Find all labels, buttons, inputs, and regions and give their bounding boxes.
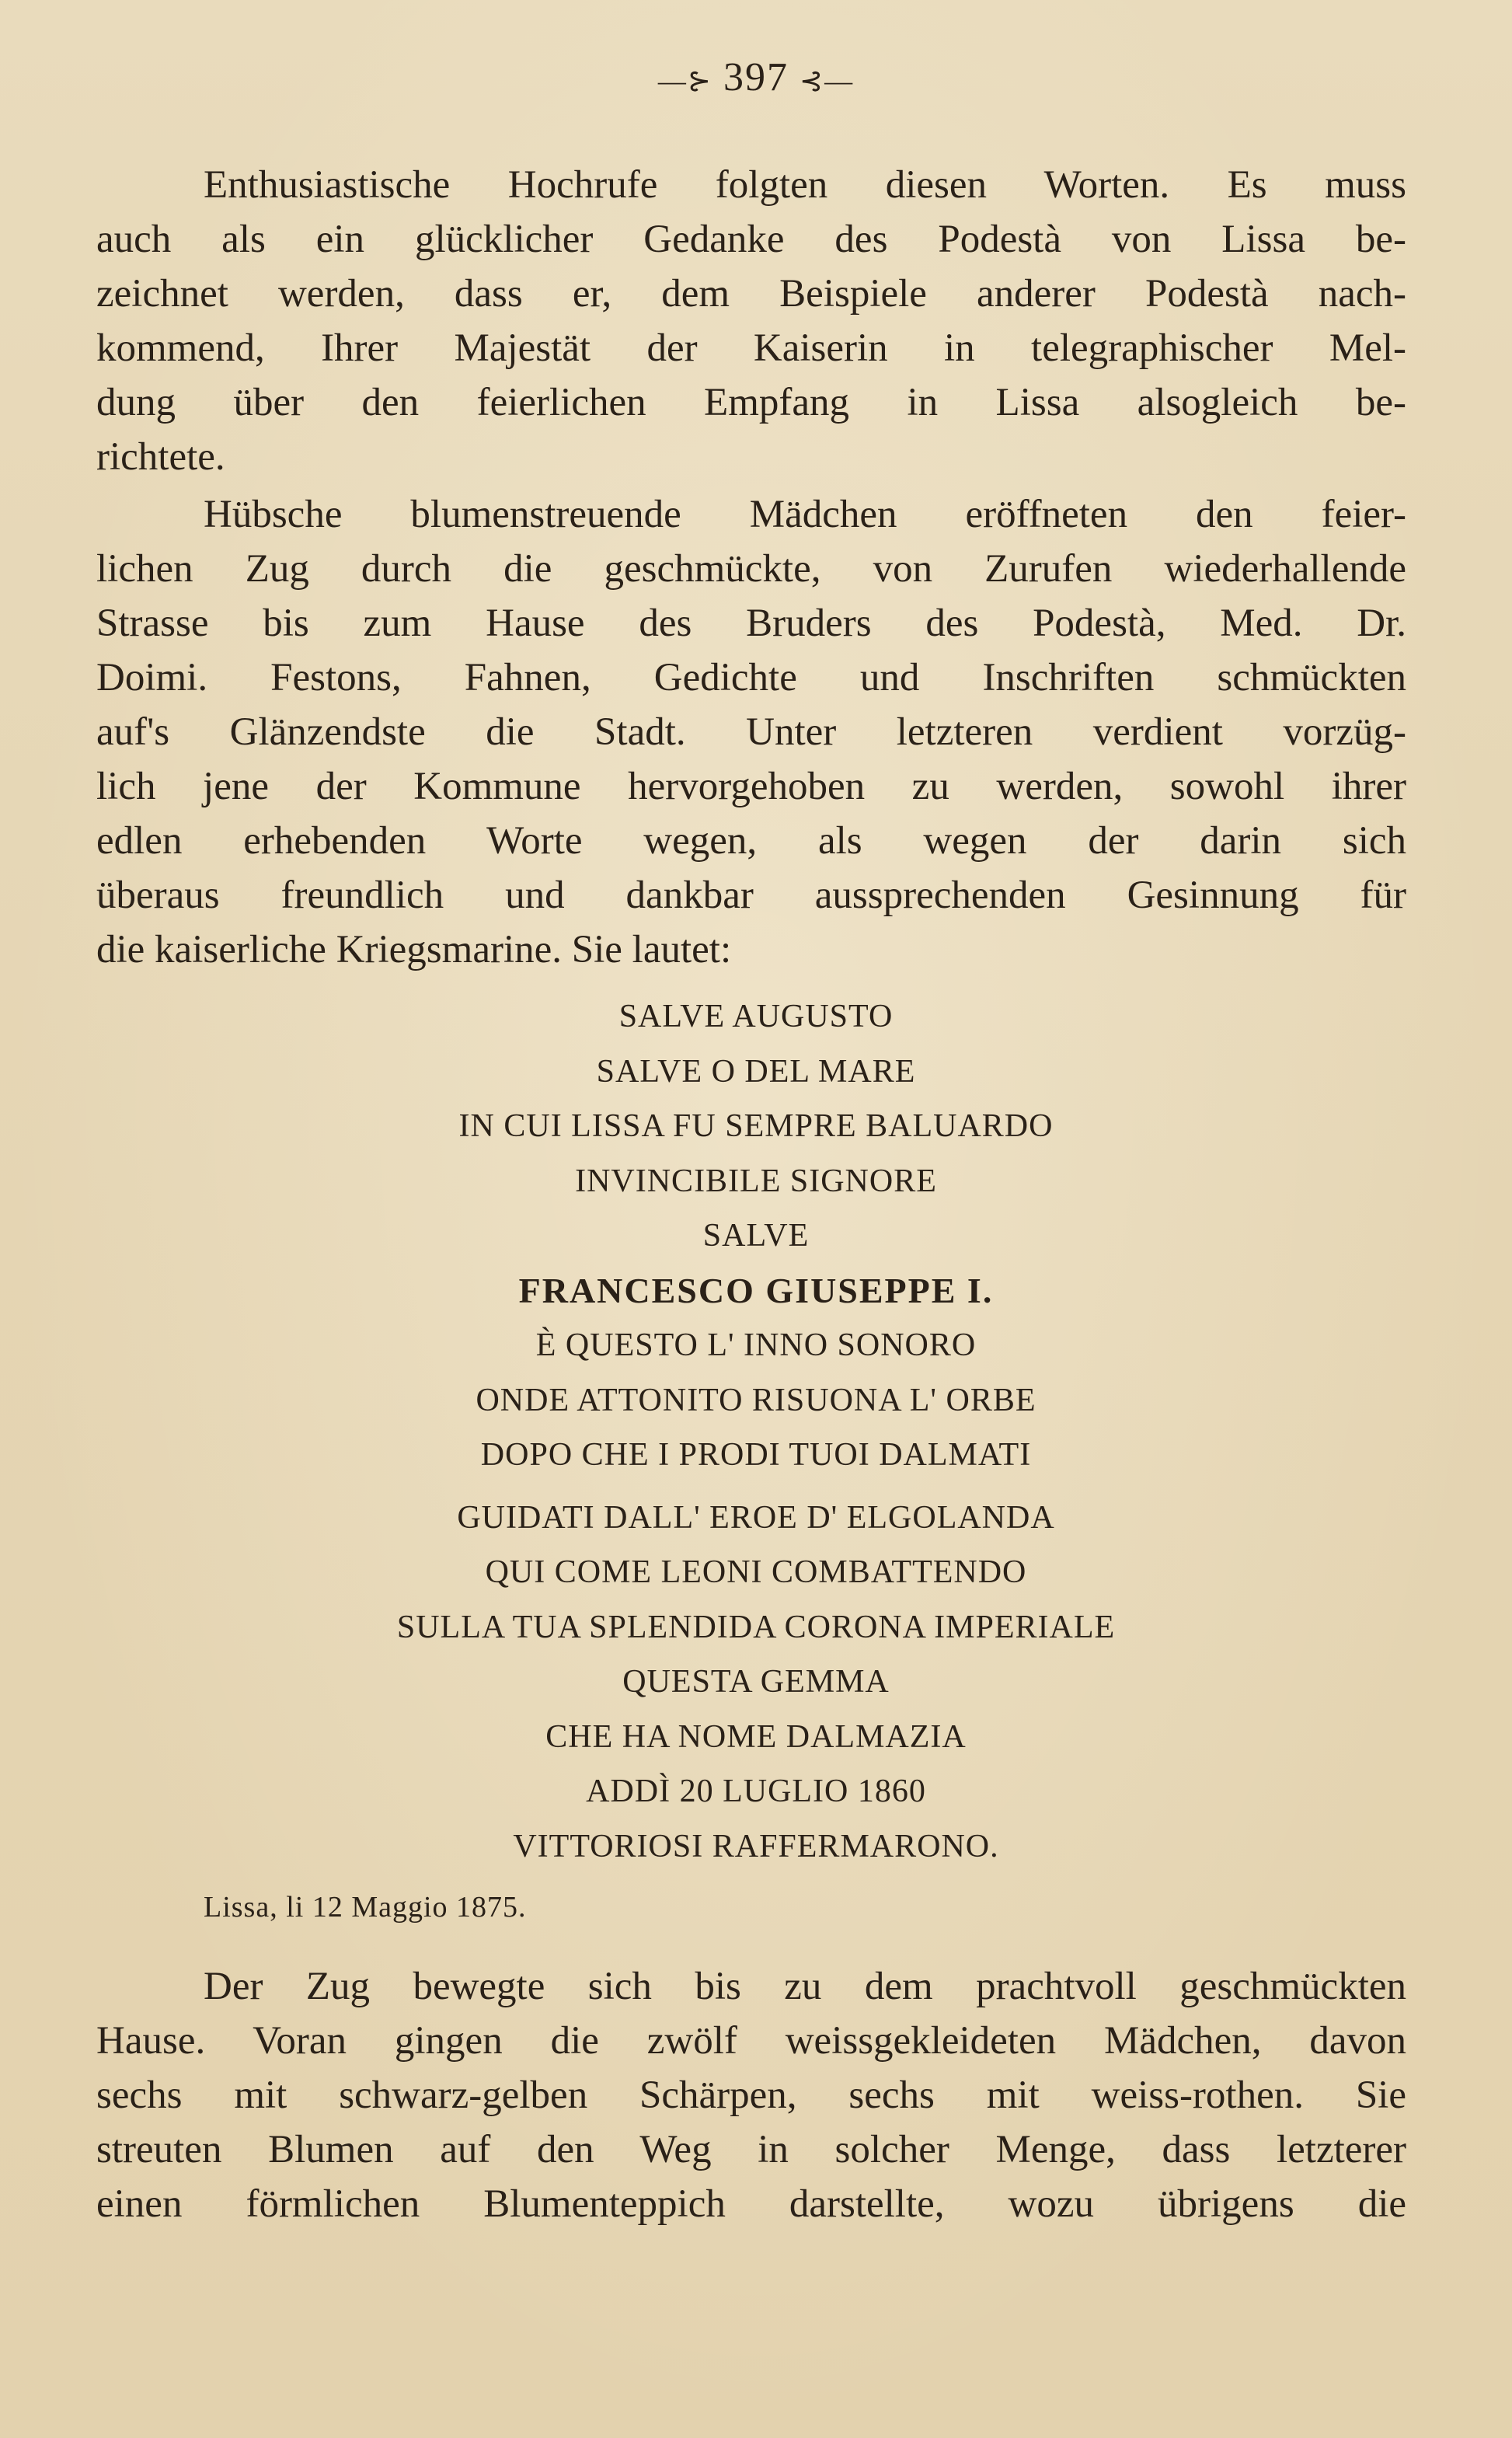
text-line: lich jene der Kommune hervorgehoben zu werden, sowohl ihrer xyxy=(96,765,1406,808)
text-line: lichen Zug durch die geschmückte, von Zurufen wiederhallende xyxy=(96,547,1406,591)
inscription-line: SULLA TUA SPLENDIDA CORONA IMPERIALE xyxy=(396,1609,1116,1645)
inscription-line: INVINCIBILE SIGNORE xyxy=(575,1163,937,1199)
text-line: richtete. xyxy=(96,435,225,479)
inscription-line: SALVE O DEL MARE xyxy=(596,1053,916,1090)
text-line: dung über den feierlichen Empfang in Lissa alsogleich be- xyxy=(96,381,1406,424)
page-number: 397 xyxy=(723,55,789,99)
paragraph-3 xyxy=(96,1959,1406,2231)
text-line: auf's Glänzendste die Stadt. Unter letzteren verdient vorzüg- xyxy=(96,710,1406,754)
ornament-right-icon: ⊰— xyxy=(800,65,855,97)
text-line: auch als ein glücklicher Gedanke des Podestà von Lissa be- xyxy=(96,218,1406,261)
text-line: einen förmlichen Blumenteppich darstellte, wozu übrigens die xyxy=(96,2182,1406,2226)
text-line: streuten Blumen auf den Weg in solcher Menge, dass letzterer xyxy=(96,2128,1406,2171)
text-line: edlen erhebenden Worte wegen, als wegen der darin sich xyxy=(96,819,1406,863)
inscription-line: SALVE AUGUSTO xyxy=(618,999,894,1034)
text-line: Strasse bis zum Hause des Bruders des Podestà, Med. Dr. xyxy=(96,602,1406,645)
inscription-line: GUIDATI DALL' EROE D' ELGOLANDA xyxy=(457,1499,1055,1536)
paragraph-2 xyxy=(96,487,1406,977)
text-line: Der Zug bewegte sich bis zu dem prachtvoll geschmückten xyxy=(204,1965,1406,2008)
text-line: kommend, Ihrer Majestät der Kaiserin in telegraphischer Mel- xyxy=(96,326,1406,370)
text-line: Hause. Voran gingen die zwölf weissgekleideten Mädchen, davon xyxy=(96,2019,1406,2063)
text-line: Doimi. Festons, Fahnen, Gedichte und Inschriften schmückten xyxy=(96,656,1406,699)
inscription-line: QUESTA GEMMA xyxy=(622,1664,890,1700)
text-line: sechs mit schwarz-gelben Schärpen, sechs mit weiss-rothen. Sie xyxy=(96,2074,1406,2117)
text-line: die kaiserliche Kriegsmarine. Sie lautet: xyxy=(96,928,732,971)
paragraph-1 xyxy=(96,158,1406,484)
inscription-line: È QUESTO L' INNO SONORO xyxy=(535,1327,977,1363)
text-line: Enthusiastische Hochrufe folgten diesen Worten. Es muss xyxy=(204,163,1406,207)
inscription-line: DOPO CHE I PRODI TUOI DALMATI xyxy=(480,1437,1032,1473)
inscription-signature: Lissa, li 12 Maggio 1875. xyxy=(204,1891,527,1924)
text-line: Hübsche blumenstreuende Mädchen eröffneten den feier- xyxy=(204,493,1406,536)
inscription-line: ADDÌ 20 LUGLIO 1860 xyxy=(586,1774,926,1809)
inscription-emperor-name: FRANCESCO GIUSEPPE I. xyxy=(518,1270,994,1310)
inscription xyxy=(0,989,1512,1874)
text-line: zeichnet werden, dass er, dem Beispiele anderer Podestà nach- xyxy=(96,272,1406,316)
inscription-line: QUI COME LEONI COMBATTENDO xyxy=(485,1554,1027,1590)
inscription-line: ONDE ATTONITO RISUONA L' ORBE xyxy=(476,1382,1036,1418)
inscription-line: CHE HA NOME DALMAZIA xyxy=(545,1718,967,1755)
text-line: überaus freundlich und dankbar aussprechenden Gesinnung für xyxy=(96,874,1406,917)
ornament-left-icon: —⊱ xyxy=(657,65,712,97)
inscription-line: IN CUI LISSA FU SEMPRE BALUARDO xyxy=(458,1108,1054,1144)
inscription-line: SALVE xyxy=(702,1218,810,1254)
inscription-line: VITTORIOSI RAFFERMARONO. xyxy=(513,1828,999,1864)
page-header xyxy=(0,54,1512,100)
